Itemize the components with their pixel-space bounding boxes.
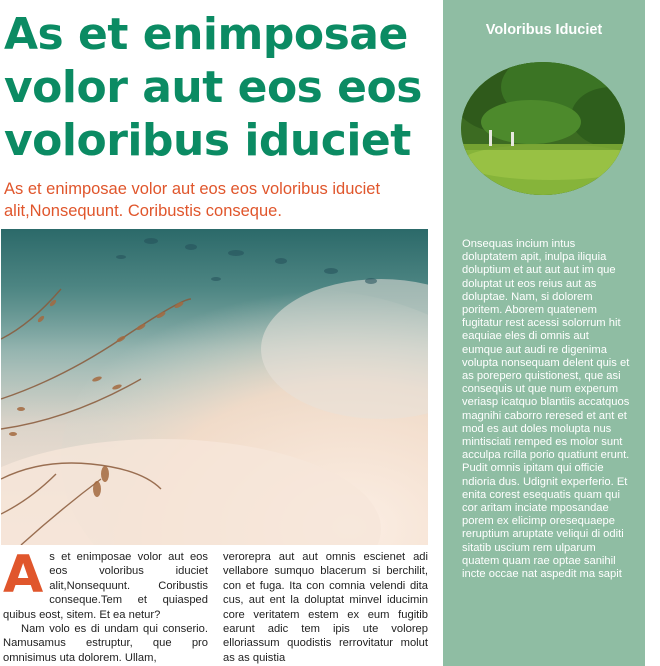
article-body-columns [3, 550, 428, 666]
article-subheadline: As et enimposae volor aut eos eos voloribus iduciet alit,Nonsequunt. Coribustis conseque. [4, 180, 381, 220]
sidebar-body-text: Onsequas incium intus doluptatem apit, inulpa iliquia doluptium et aut aut aut im que doluptat ut eos reius aut as doluptae. Nam, si dolorem poritem. Aborem quatenem fugitatur rest acessi solorrum hit eaquiae eles di omnis aut eumque aut audi re digenima volupta nonsequam delent quis et as porepero quistionest, que asi consequis ut que num experum veriasp icatquo blantiis accatquos magnihi caborro reresed et ant et mod es aut doles molupta nus mintisciati remped es molor sunt acculpa rcilla porio quatiunt erunt. Pudit omnis ipitam qui officie ndioria dus. Udignit experferio. Et enita corest esequatis quam qui cor aritam inciate mposandae porem ex elicimp oresequaepe reruptium aruptate veliqui di oditi sitatib uscium rem ulparum quatem quam rae optae sanihil incte occae nat aspedit ma sapit [462, 238, 630, 581]
article-paragraph: verorepra aut aut omnis escienet adi vellabore sumquo blacerum si berchilit, con et fuga. Ita con comnia velendi dita cus, aut ent la doluptat minvel iducimin core veritatem estem ex eum fugitib earunt adic tem ipis ute volorep elloriassum quodistis rerrovitatur molut as as quistia [223, 551, 428, 664]
article-paragraph: Nam volo es di undam qui conserio. Namusamus estruptur, que pro omnisimus uta dolorem. Ullam, [3, 623, 208, 664]
sidebar-photo-meadow [461, 62, 625, 195]
sidebar [443, 0, 645, 666]
sidebar-title: Voloribus Iduciet [485, 22, 603, 38]
article-column-right [223, 550, 428, 665]
article-column-left [3, 550, 208, 665]
drop-cap: A [3, 550, 44, 605]
hero-image-sky-grass [1, 229, 428, 545]
article-paragraph: s et enimposae volor aut eos eos voloribus iduciet alit,Nonsequunt. Coribustis conseque.Tem et quiasped quibus eost, sitem. Et ea netur? [3, 551, 208, 621]
article-headline: As et enimposae volor aut eos eos voloribus iduciet [4, 9, 422, 166]
